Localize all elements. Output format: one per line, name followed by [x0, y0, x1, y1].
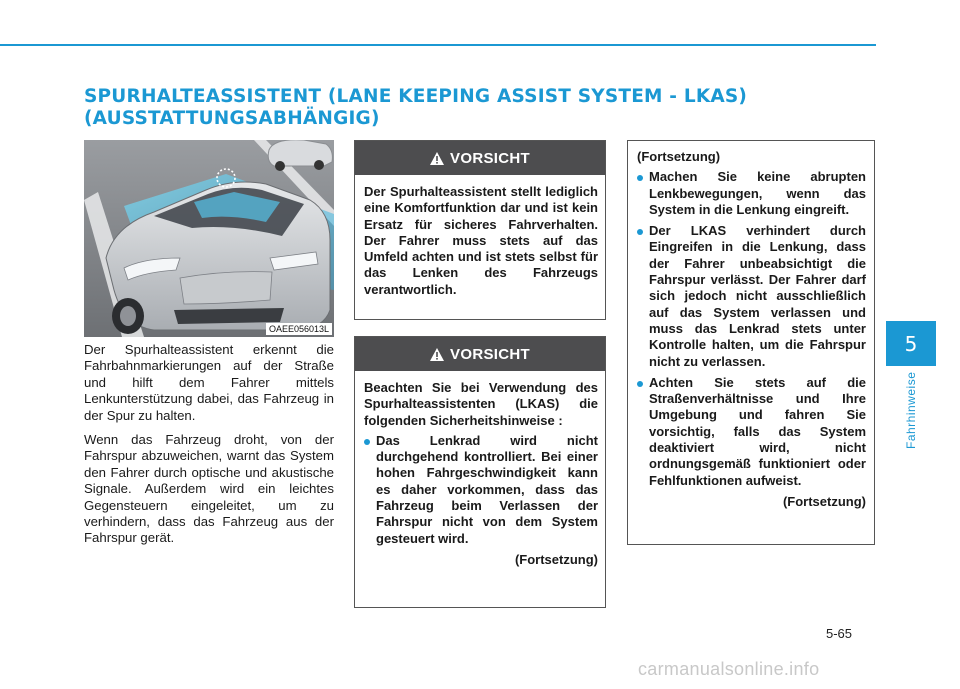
- continued-note-3: (Fortsetzung): [782, 493, 866, 509]
- top-rule: [0, 44, 876, 46]
- caution-title-2: VORSICHT: [450, 345, 530, 363]
- section-title-line2: (AUSSTATTUNGSABHÄNGIG): [84, 108, 380, 129]
- section-title-line1: SPURHALTEASSISTENT (LANE KEEPING ASSIST SYSTEM - LKAS): [84, 86, 748, 107]
- chapter-number-tab: 5: [886, 321, 936, 366]
- caution-box-3: [627, 140, 875, 545]
- list-item: Der LKAS verhindert durch Eingreifen in die Lenkung, dass der Fahrer unbeabsichtigt die Fahrspur verlässt. Der Fahrer darf sich jedoch nicht ausschließlich auf das System verlassen und muss das Lenkrad stets unter Kontrolle halten, um die Fahrspur nicht zu verlassen.: [637, 223, 866, 370]
- car-lane-camera-illustration: [84, 140, 334, 337]
- section-title: [84, 86, 784, 130]
- warning-triangle-icon: [430, 348, 444, 361]
- car-illustration: [84, 140, 334, 337]
- watermark: carmanualsonline.info: [638, 659, 820, 679]
- caution-intro-2: Beachten Sie bei Verwendung des Spurhalteassistenten (LKAS) die folgenden Sicherheitshinweise :: [364, 380, 598, 428]
- continued-lead-3: (Fortsetzung): [637, 149, 721, 164]
- caution-box-2: [354, 336, 606, 608]
- caution-bullets-2: [364, 433, 598, 547]
- caution-content-2: [355, 371, 605, 578]
- caution-content-1: [355, 175, 605, 308]
- body-paragraph-2: Wenn das Fahrzeug droht, von der Fahrspur abzuweichen, warnt das System den Fahrer durch optische und akustische Signale. Außerdem wird ein leichtes Gegensteuern eingeleitet, um zu verhindern, dass das Fahrzeug aus der Fahrspur gerät.: [84, 432, 334, 546]
- list-item: Das Lenkrad wird nicht durchgehend kontrolliert. Bei einer hohen Fahrgeschwindigkeit kann es daher vorkommen, dass das Fahrzeug beim Verlassen der Fahrspur nicht von dem System gesteuert wird.: [364, 433, 598, 547]
- caution-box-1: [354, 140, 606, 320]
- body-text: [84, 342, 334, 555]
- page-number: 5-65: [826, 626, 853, 641]
- list-item: Achten Sie stets auf die Straßenverhältnisse und Ihre Umgebung und fahren Sie vorsichtig, falls das System deaktiviert wird, nicht ordnungsgemäß funktioniert oder Fehlfunktionen aufweist.: [637, 375, 866, 489]
- chapter-name: Fahrhinweise: [904, 372, 918, 450]
- continued-note-2: (Fortsetzung): [514, 551, 598, 567]
- figure-code: OAEE056013L: [266, 323, 332, 335]
- caution-header-2: [355, 337, 605, 371]
- warning-triangle-icon: [430, 152, 444, 165]
- caution-title-1: VORSICHT: [450, 149, 530, 167]
- caution-bullets-3: [637, 169, 866, 489]
- caution-text-1: Der Spurhalteassistent stellt lediglich eine Komfortfunktion dar und ist kein Ersatz für sicheres Fahrverhalten. Der Fahrer muss stets auf das Umfeld achten und ist stets selbst für das Lenken des Fahrzeugs verantwortlich.: [364, 184, 598, 297]
- caution-header-1: [355, 141, 605, 175]
- list-item: Machen Sie keine abrupten Lenkbewegungen, wenn das System in die Lenkung eingreift.: [637, 169, 866, 218]
- body-paragraph-1: Der Spurhalteassistent erkennt die Fahrbahnmarkierungen auf der Straße und hilft dem Fahrer mittels Lenkunterstützung dabei, das Fahrzeug in der Spur zu halten.: [84, 342, 334, 423]
